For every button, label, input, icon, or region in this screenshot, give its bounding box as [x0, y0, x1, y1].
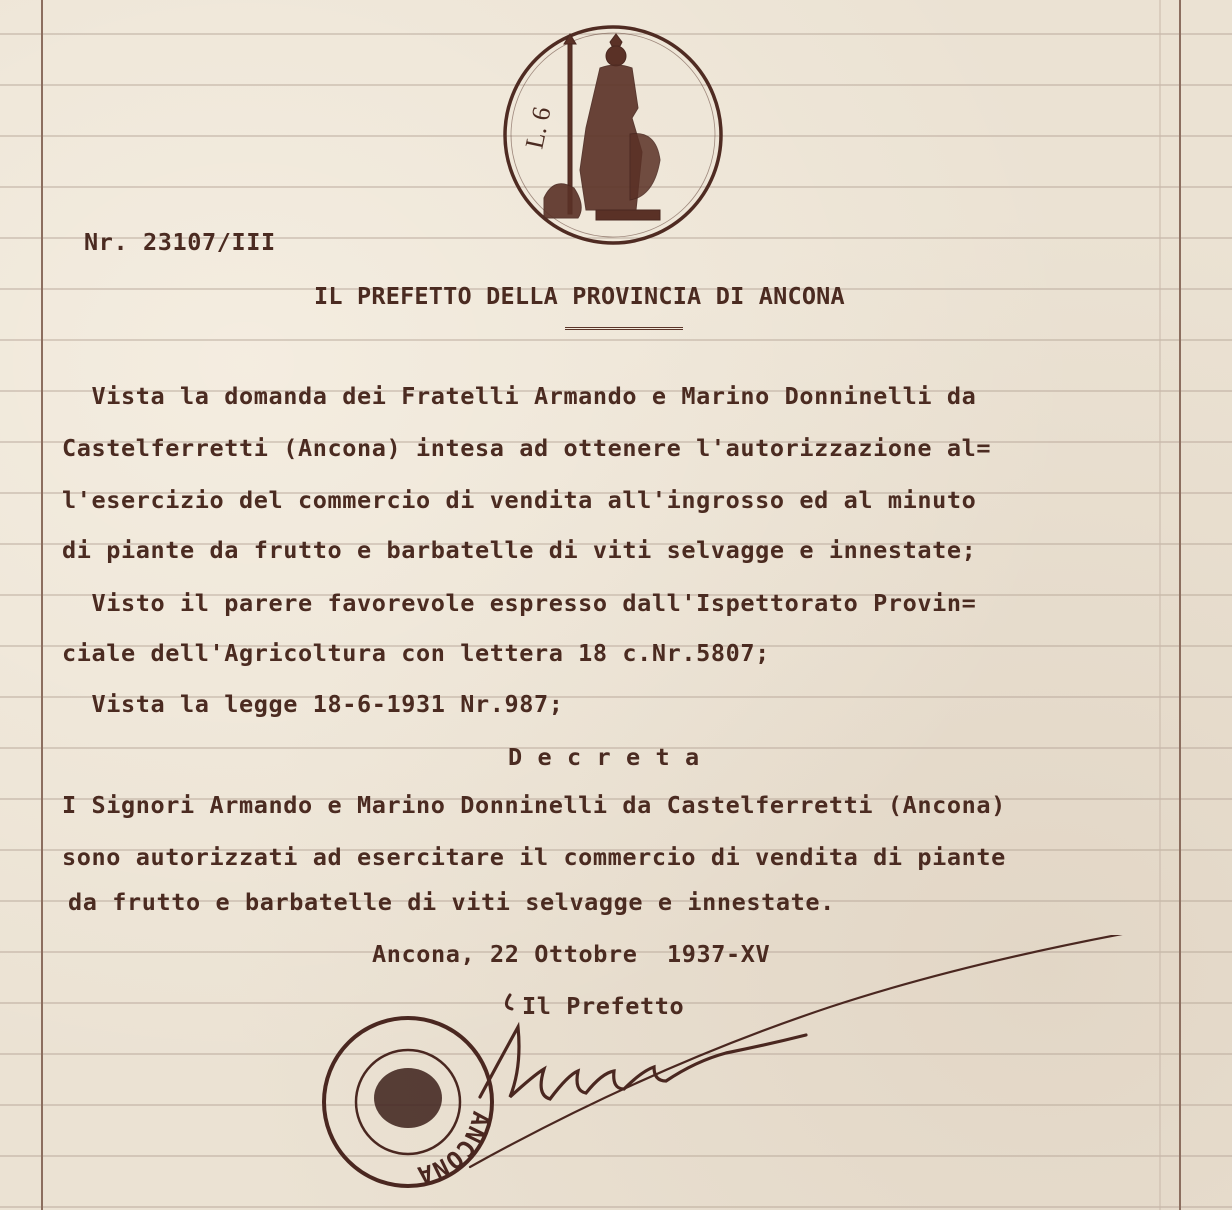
body-line: ciale dell'Agricoltura con lettera 18 c.Nr.5807;	[62, 639, 770, 667]
signatory-title: Il Prefetto	[522, 992, 685, 1020]
protocol-number: Nr. 23107/III	[84, 228, 276, 256]
place-date: Ancona, 22 Ottobre 1937-XV	[372, 940, 771, 968]
seal-denomination: L. 6	[519, 104, 557, 152]
decree-line: da frutto e barbatelle di viti selvagge e innestate.	[68, 888, 835, 916]
decree-line: sono autorizzati ad esercitare il commercio di vendita di piante	[62, 843, 1006, 871]
decree-line: I Signori Armando e Marino Donninelli da Castelferretti (Ancona)	[62, 791, 1006, 819]
body-line: l'esercizio del commercio di vendita all'ingrosso ed al minuto	[62, 486, 977, 514]
signature-icon	[440, 935, 1200, 1195]
body-line: Vista la legge 18-6-1931 Nr.987;	[62, 690, 564, 718]
body-line: Visto il parere favorevole espresso dall'Ispettorato Provin=	[62, 589, 977, 617]
body-line: Vista la domanda dei Fratelli Armando e Marino Donninelli da	[62, 382, 977, 410]
revenue-seal-icon	[500, 22, 726, 248]
decree-heading: D e c r e t a	[508, 743, 700, 771]
title-underline	[565, 327, 683, 340]
body-line: Castelferretti (Ancona) intesa ad ottenere l'autorizzazione al=	[62, 434, 992, 462]
body-line: di piante da frutto e barbatelle di viti selvagge e innestate;	[62, 536, 977, 564]
stamp-text: ANCONA	[415, 1108, 496, 1190]
document-title: IL PREFETTO DELLA PROVINCIA DI ANCONA	[314, 282, 845, 310]
